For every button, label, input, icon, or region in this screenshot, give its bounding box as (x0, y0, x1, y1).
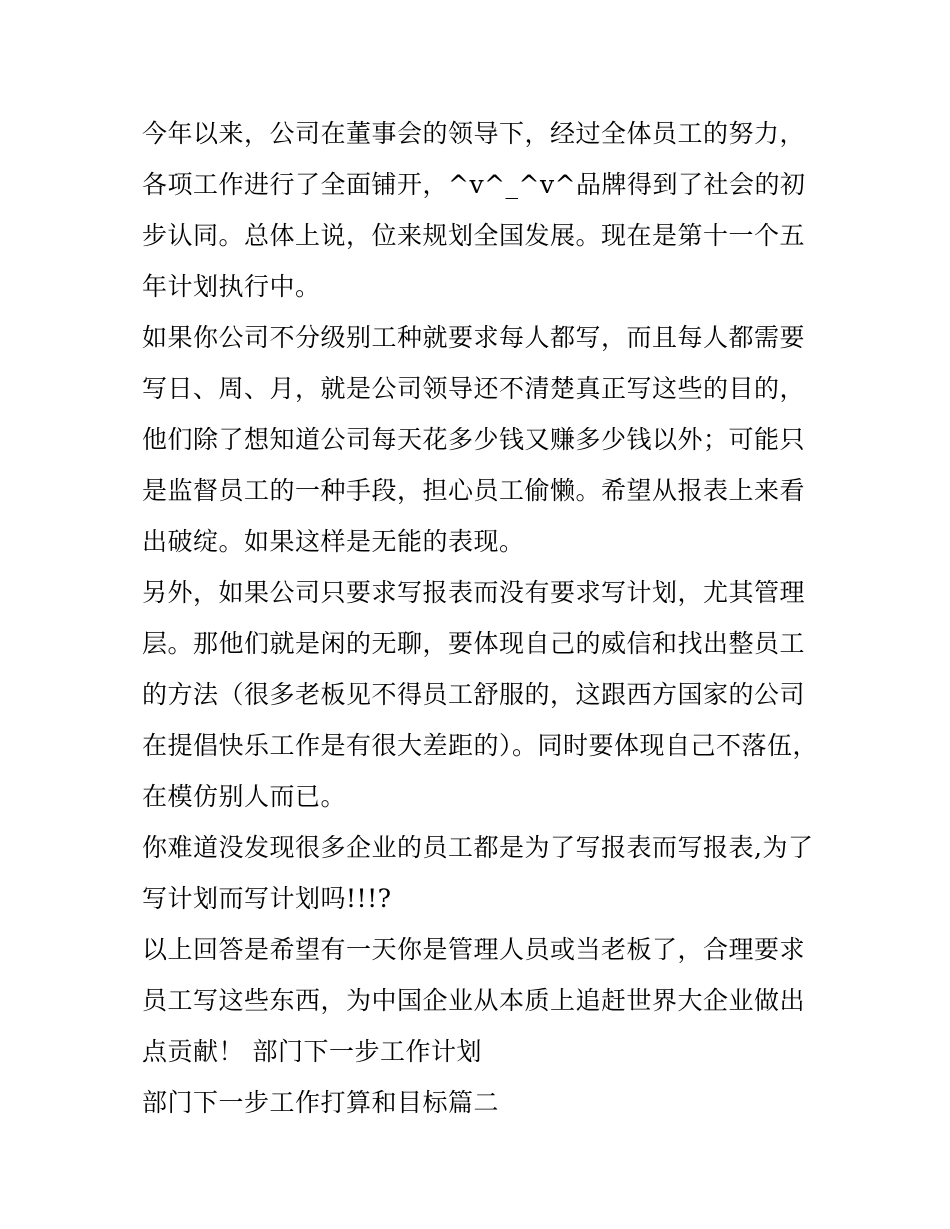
paragraph-5: 以上回答是希望有一天你是管理人员或当老板了，合理要求员工写这些东西，为中国企业从本质上追赶世界大企业做出点贡献！ 部门下一步工作计划 (142, 935, 806, 1066)
paragraph-3: 另外，如果公司只要求写报表而没有要求写计划，尤其管理层。那他们就是闲的无聊，要体现自己的威信和找出整员工的方法（很多老板见不得员工舒服的，这跟西方国家的公司在提倡快乐工作是有很大差距的）。同时要体现自己不落伍，在模仿别人而已。 (142, 578, 819, 811)
paragraph-1: 今年以来，公司在董事会的领导下，经过全体员工的努力，各项工作进行了全面铺开，^v^_^v^品牌得到了社会的初步认同。总体上说，位来规划全国发展。现在是第十一个五年计划执行中。 (142, 119, 806, 301)
section-heading: 部门下一步工作打算和目标篇二 (142, 1088, 500, 1117)
paragraph-4: 你难道没发现很多企业的员工都是为了写报表而写报表,为了写计划而写计划吗!!!? (142, 833, 814, 913)
document-body (142, 108, 822, 1128)
paragraph-2: 如果你公司不分级别工种就要求每人都写，而且每人都需要写日、周、月，就是公司领导还不清楚真正写这些的目的，他们除了想知道公司每天花多少钱又赚多少钱以外；可能只是监督员工的一种手段，担心员工偷懒。希望从报表上来看出破绽。如果这样是无能的表现。 (142, 323, 806, 556)
